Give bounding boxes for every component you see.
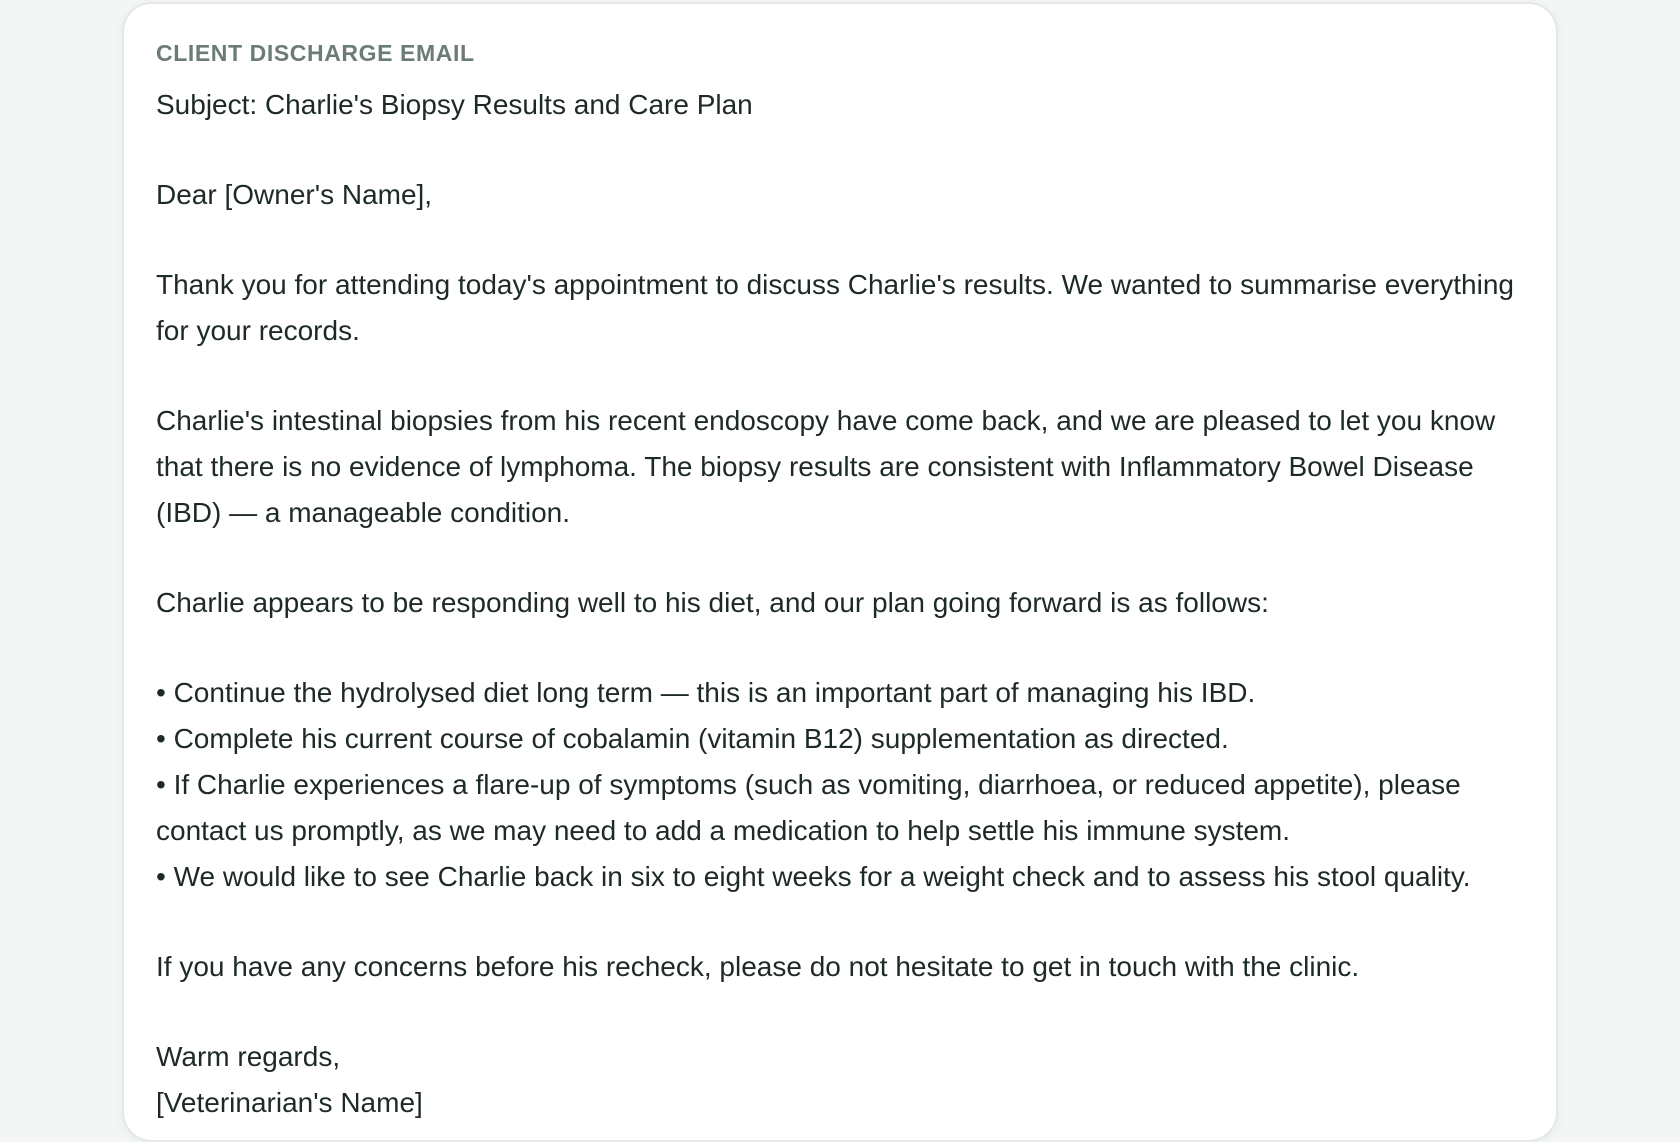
care-plan-item: • Continue the hydrolysed diet long term — this is an important part of managing his IBD. <box>156 677 1256 708</box>
discharge-email-card <box>122 2 1558 1142</box>
email-sign-off: Warm regards, <box>156 1041 341 1072</box>
section-label: CLIENT DISCHARGE EMAIL <box>156 40 475 66</box>
paragraph-gap <box>156 128 1524 172</box>
email-results-paragraph: Charlie's intestinal biopsies from his recent endoscopy have come back, and we are pleased to let you know that there is no evidence of lymphoma. The biopsy results are consistent with Inflammatory Bowel Disease (IBD) — a manageable condition. <box>156 405 1496 528</box>
email-closing-note: If you have any concerns before his recheck, please do not hesitate to get in touch with the clinic. <box>156 951 1360 982</box>
email-plan-intro: Charlie appears to be responding well to his diet, and our plan going forward is as follows: <box>156 587 1269 618</box>
care-plan-list <box>156 670 1524 900</box>
paragraph-gap <box>156 900 1524 944</box>
paragraph-gap <box>156 626 1524 670</box>
paragraph-gap <box>156 536 1524 580</box>
email-greeting: Dear [Owner's Name], <box>156 179 433 210</box>
paragraph-gap <box>156 218 1524 262</box>
email-body[interactable] <box>156 82 1524 1126</box>
care-plan-item: • Complete his current course of cobalamin (vitamin B12) supplementation as directed. <box>156 723 1229 754</box>
care-plan-item: • If Charlie experiences a flare-up of symptoms (such as vomiting, diarrhoea, or reduced appetite), please contact us promptly, as we may need to add a medication to help settle his immune system. <box>156 769 1461 846</box>
paragraph-gap <box>156 990 1524 1034</box>
email-intro-paragraph: Thank you for attending today's appointment to discuss Charlie's results. We wanted to summarise everything for your records. <box>156 269 1514 346</box>
email-signature: [Veterinarian's Name] <box>156 1087 423 1118</box>
paragraph-gap <box>156 354 1524 398</box>
email-subject: Subject: Charlie's Biopsy Results and Care Plan <box>156 89 753 120</box>
care-plan-item: • We would like to see Charlie back in six to eight weeks for a weight check and to assess his stool quality. <box>156 861 1471 892</box>
